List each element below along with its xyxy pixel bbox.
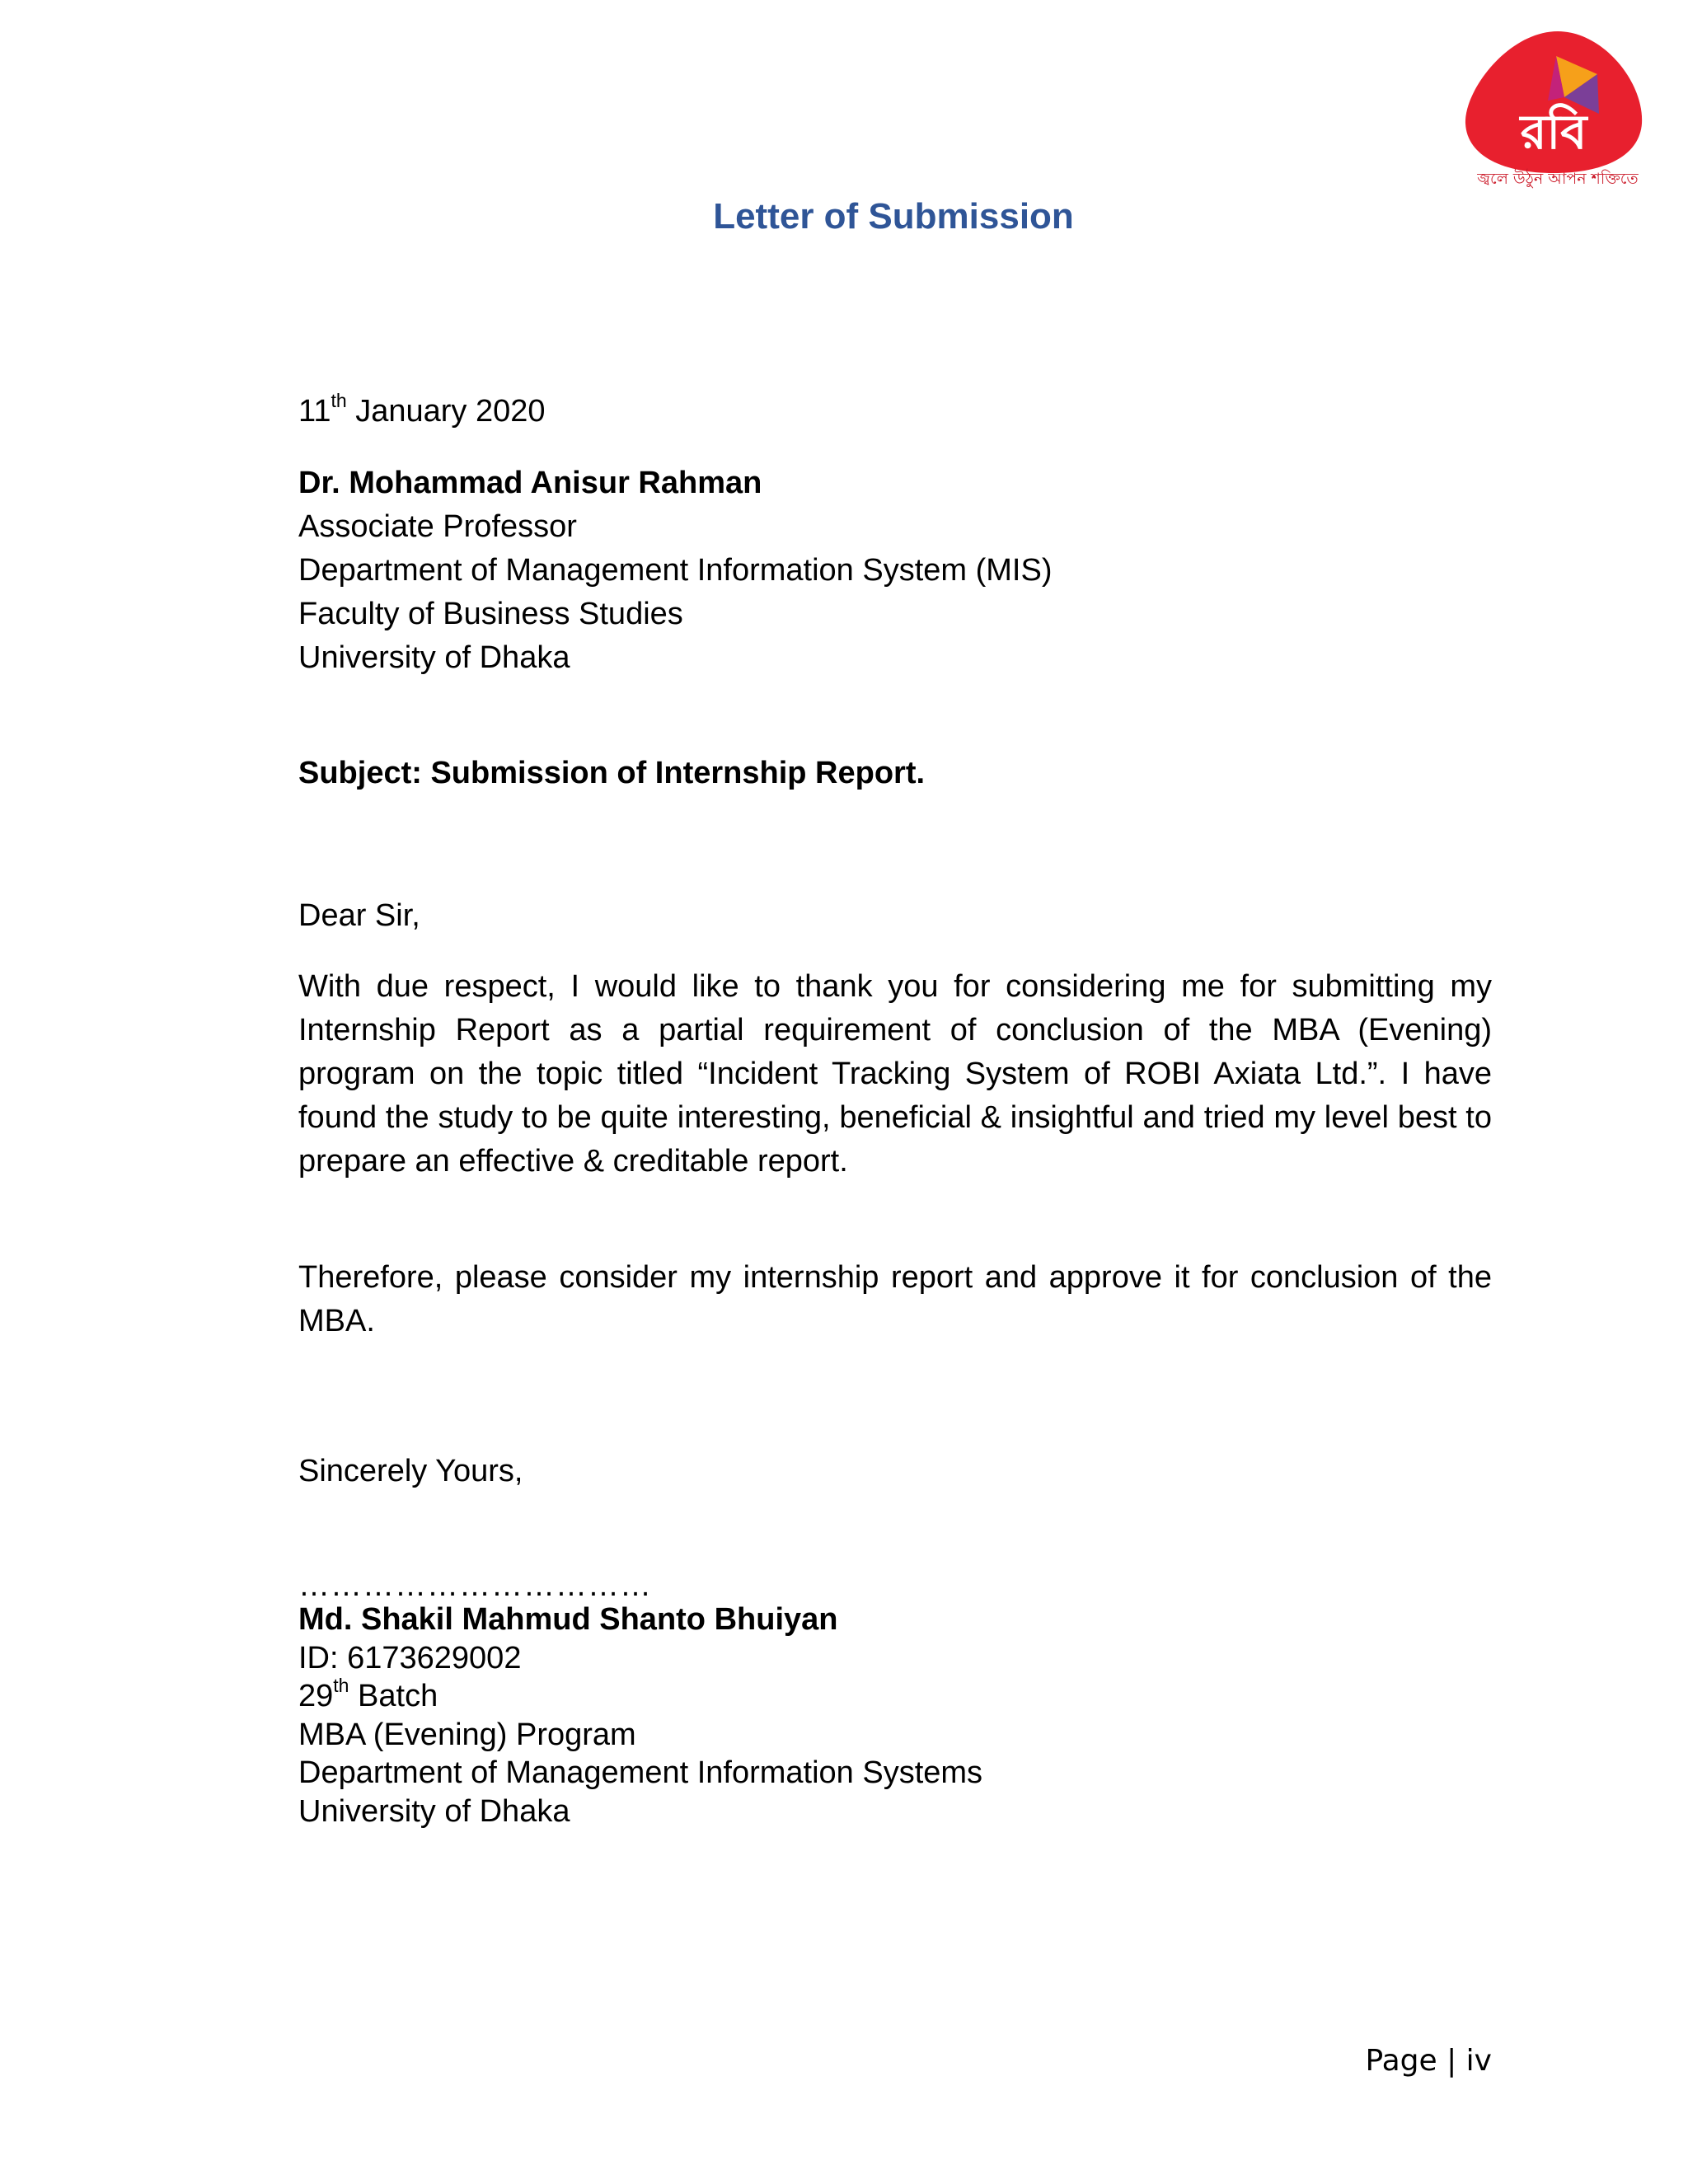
- logo-script-text: রবি: [1520, 104, 1587, 160]
- sender-university: University of Dhaka: [298, 1793, 570, 1829]
- date-rest: January 2020: [346, 394, 546, 429]
- logo-tagline: জ্বলে উঠুন আপন শক্তিতে: [1477, 170, 1639, 188]
- page-title: Letter of Submission: [713, 196, 1074, 237]
- signature-dots: ……………………………: [298, 1568, 652, 1603]
- date-day: 11: [298, 394, 331, 429]
- sender-department: Department of Management Information Systems: [298, 1755, 983, 1790]
- sender-id: ID: 6173629002: [298, 1640, 522, 1675]
- batch-rest: Batch: [349, 1679, 438, 1713]
- sender-name: Md. Shakil Mahmud Shanto Bhuiyan: [298, 1602, 838, 1637]
- salutation: [298, 894, 1492, 938]
- body-paragraph-1: With due respect, I would like to thank you for considering me for submitting my Internship Report as a partial requirement of conclusion of the MBA (Evening) program on the topic titled “Incident Tracking System of ROBI Axiata Ltd.”. I have found the study to be quite interesting, beneficial & insightful and tried my level best to prepare an effective & creditable report.: [298, 969, 1492, 1179]
- body-paragraph-2: Therefore, please consider my internship report and approve it for conclusion of the MBA.: [298, 1260, 1492, 1338]
- letter-subject: [298, 752, 1492, 795]
- page-number: Page | iv: [1365, 2044, 1492, 2078]
- sender-batch: [298, 1677, 982, 1716]
- recipient-address: [298, 462, 1492, 680]
- recipient-line: University of Dhaka: [298, 640, 570, 675]
- recipient-line: Faculty of Business Studies: [298, 597, 683, 631]
- recipient-name: Dr. Mohammad Anisur Rahman: [298, 466, 762, 500]
- salutation-text: Dear Sir,: [298, 898, 420, 933]
- letter-date: [298, 390, 1492, 434]
- sender-program: MBA (Evening) Program: [298, 1717, 636, 1752]
- date-suffix: th: [331, 390, 347, 412]
- batch-number: 29: [298, 1679, 334, 1713]
- closing-text: Sincerely Yours,: [298, 1454, 523, 1488]
- recipient-line: Associate Professor: [298, 509, 577, 544]
- recipient-line: Department of Management Information System (MIS): [298, 553, 1053, 588]
- batch-suffix: th: [333, 1675, 349, 1697]
- closing: [298, 1450, 1492, 1493]
- signature-block: [298, 1601, 982, 1830]
- subject-text: Subject: Submission of Internship Report.: [298, 756, 926, 790]
